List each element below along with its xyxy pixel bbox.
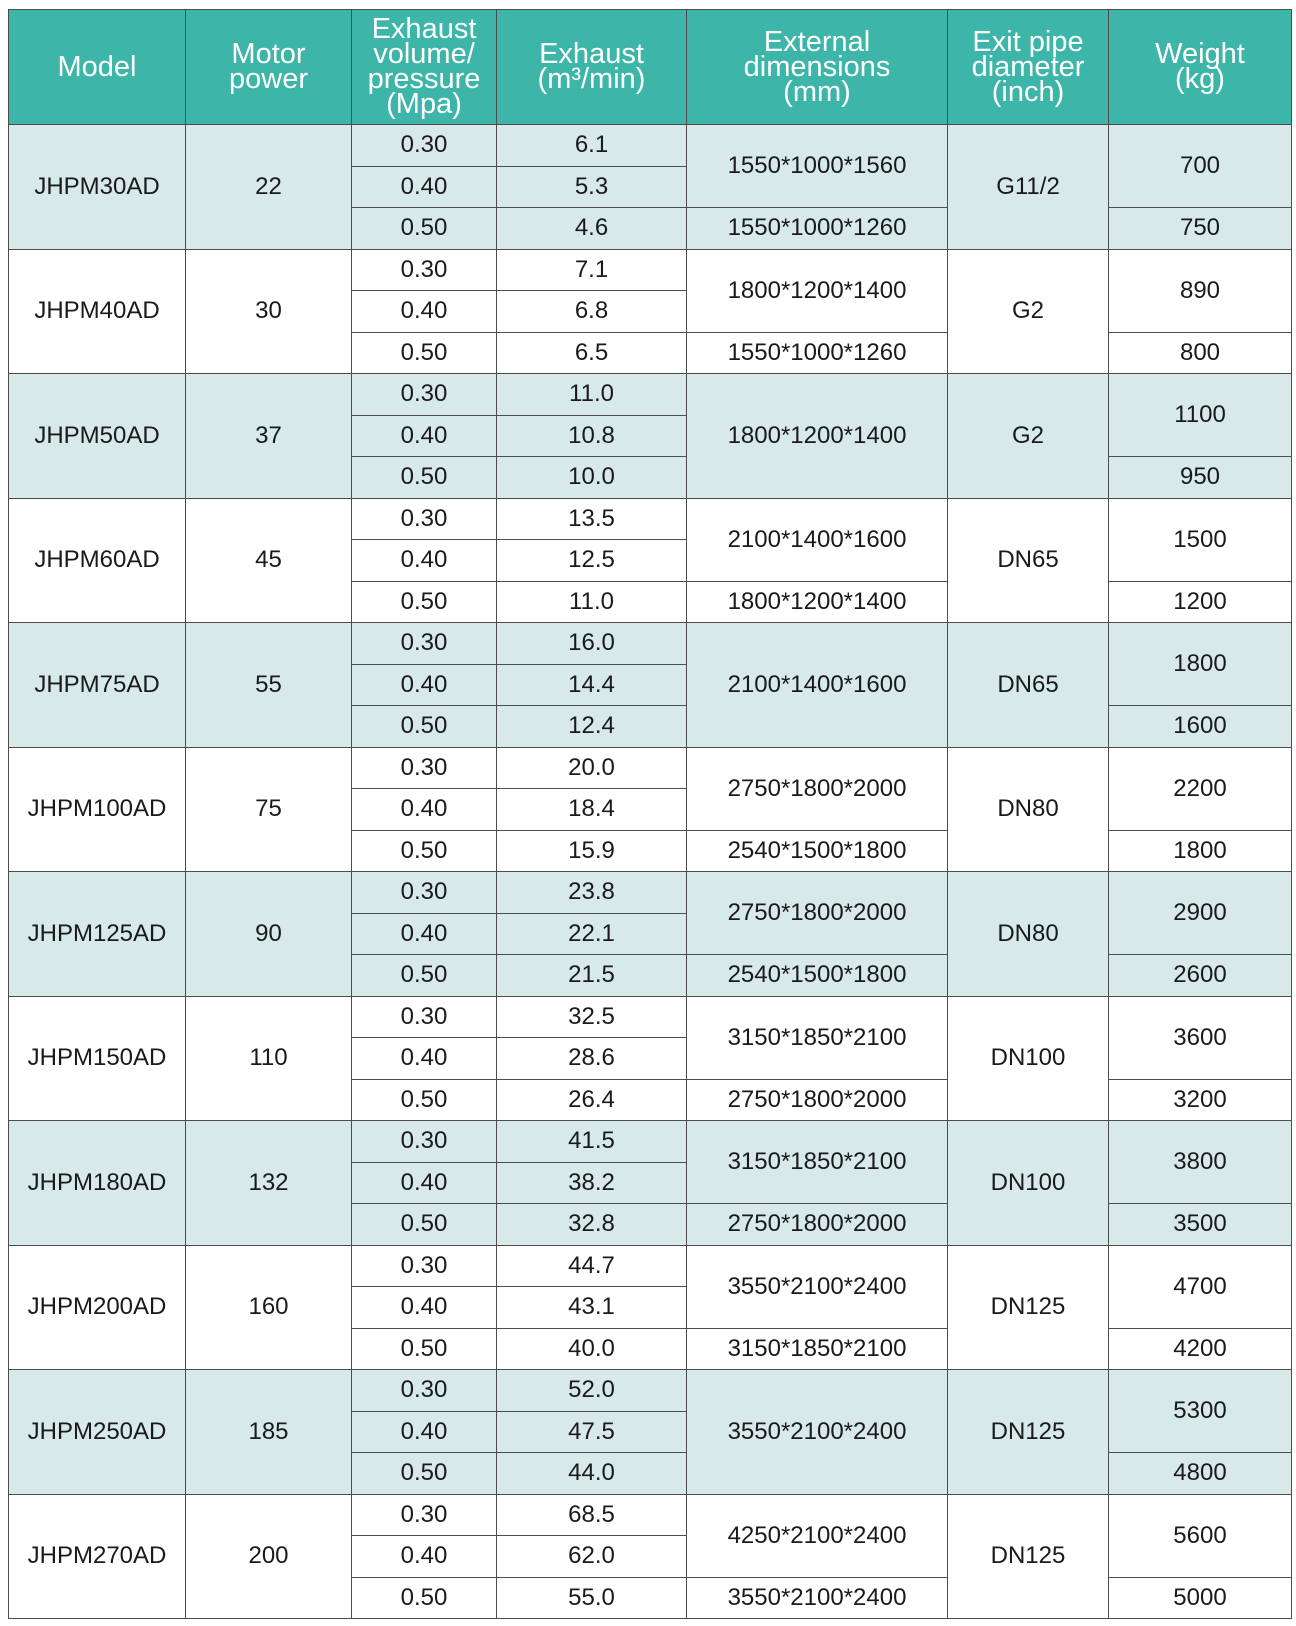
exhaust-cell: 21.5 <box>497 955 687 997</box>
motor-power-cell: 55 <box>186 623 352 748</box>
dimensions-cell: 1800*1200*1400 <box>687 374 948 499</box>
exhaust-cell: 5.3 <box>497 166 687 208</box>
motor-power-cell: 132 <box>186 1121 352 1246</box>
header-row <box>9 10 1292 125</box>
exhaust-cell: 12.5 <box>497 540 687 582</box>
weight-cell: 890 <box>1109 249 1292 332</box>
pressure-cell: 0.40 <box>352 166 497 208</box>
table-row <box>9 498 1292 540</box>
pipe-diameter-cell: G11/2 <box>948 125 1109 250</box>
weight-cell: 2600 <box>1109 955 1292 997</box>
dimensions-cell: 3550*2100*2400 <box>687 1370 948 1495</box>
pressure-cell: 0.40 <box>352 1162 497 1204</box>
dimensions-cell: 3150*1850*2100 <box>687 996 948 1079</box>
pressure-cell: 0.30 <box>352 623 497 665</box>
table-row <box>9 1245 1292 1287</box>
model-cell: JHPM150AD <box>9 996 186 1121</box>
exhaust-cell: 7.1 <box>497 249 687 291</box>
weight-cell: 1800 <box>1109 623 1292 706</box>
dimensions-cell: 1550*1000*1560 <box>687 125 948 208</box>
header-line: Motor <box>231 38 306 70</box>
exhaust-cell: 23.8 <box>497 872 687 914</box>
pressure-cell: 0.50 <box>352 1453 497 1495</box>
header-line: (mm) <box>783 75 851 108</box>
model-cell: JHPM250AD <box>9 1370 186 1495</box>
pressure-cell: 0.30 <box>352 1245 497 1287</box>
header-model <box>9 10 186 125</box>
exhaust-cell: 22.1 <box>497 913 687 955</box>
model-cell: JHPM180AD <box>9 1121 186 1246</box>
exhaust-cell: 62.0 <box>497 1536 687 1578</box>
pressure-cell: 0.40 <box>352 1411 497 1453</box>
pressure-cell: 0.30 <box>352 1494 497 1536</box>
pressure-cell: 0.50 <box>352 1079 497 1121</box>
header-line: pressure <box>367 63 481 95</box>
header-exhaust <box>497 10 687 125</box>
header-line: Weight <box>1155 38 1245 70</box>
exhaust-cell: 26.4 <box>497 1079 687 1121</box>
weight-cell: 3800 <box>1109 1121 1292 1204</box>
exhaust-cell: 6.5 <box>497 332 687 374</box>
exhaust-cell: 16.0 <box>497 623 687 665</box>
table-row <box>9 623 1292 665</box>
model-cell: JHPM125AD <box>9 872 186 997</box>
weight-cell: 5600 <box>1109 1494 1292 1577</box>
header-line: Exit pipe <box>972 25 1084 58</box>
exhaust-cell: 38.2 <box>497 1162 687 1204</box>
pressure-cell: 0.30 <box>352 249 497 291</box>
dimensions-cell: 4250*2100*2400 <box>687 1494 948 1577</box>
dimensions-cell: 3550*2100*2400 <box>687 1245 948 1328</box>
header-line: dimensions <box>743 50 891 83</box>
exhaust-cell: 32.8 <box>497 1204 687 1246</box>
table-row <box>9 747 1292 789</box>
header-model-label: Model <box>57 50 137 83</box>
exhaust-cell: 18.4 <box>497 789 687 831</box>
pressure-cell: 0.30 <box>352 125 497 167</box>
header-line: power <box>229 63 308 95</box>
pipe-diameter-cell: DN65 <box>948 498 1109 623</box>
weight-cell: 3500 <box>1109 1204 1292 1246</box>
dimensions-cell: 2100*1400*1600 <box>687 623 948 748</box>
weight-cell: 700 <box>1109 125 1292 208</box>
dimensions-cell: 2750*1800*2000 <box>687 1079 948 1121</box>
dimensions-cell: 1800*1200*1400 <box>687 581 948 623</box>
exhaust-cell: 40.0 <box>497 1328 687 1370</box>
pressure-cell: 0.30 <box>352 1121 497 1163</box>
model-cell: JHPM75AD <box>9 623 186 748</box>
model-cell: JHPM100AD <box>9 747 186 872</box>
pressure-cell: 0.50 <box>352 457 497 499</box>
model-cell: JHPM50AD <box>9 374 186 499</box>
dimensions-cell: 2750*1800*2000 <box>687 1204 948 1246</box>
pressure-cell: 0.50 <box>352 1204 497 1246</box>
pipe-diameter-cell: DN125 <box>948 1494 1109 1619</box>
pressure-cell: 0.50 <box>352 955 497 997</box>
exhaust-cell: 28.6 <box>497 1038 687 1080</box>
table-row <box>9 1370 1292 1412</box>
table-row <box>9 996 1292 1038</box>
dimensions-cell: 2100*1400*1600 <box>687 498 948 581</box>
model-cell: JHPM30AD <box>9 125 186 250</box>
pipe-diameter-cell: DN80 <box>948 747 1109 872</box>
pressure-cell: 0.40 <box>352 540 497 582</box>
exhaust-cell: 44.0 <box>497 1453 687 1495</box>
header-motor-power <box>186 10 352 125</box>
model-cell: JHPM60AD <box>9 498 186 623</box>
pressure-cell: 0.50 <box>352 830 497 872</box>
motor-power-cell: 75 <box>186 747 352 872</box>
table-row <box>9 1494 1292 1536</box>
header-line: (inch) <box>991 75 1065 108</box>
pressure-cell: 0.50 <box>352 1577 497 1619</box>
pipe-diameter-cell: DN65 <box>948 623 1109 748</box>
pipe-diameter-cell: DN100 <box>948 1121 1109 1246</box>
pressure-cell: 0.40 <box>352 1287 497 1329</box>
weight-cell: 750 <box>1109 208 1292 250</box>
header-pipe-diameter <box>948 10 1109 125</box>
weight-cell: 5300 <box>1109 1370 1292 1453</box>
dimensions-cell: 1800*1200*1400 <box>687 249 948 332</box>
motor-power-cell: 45 <box>186 498 352 623</box>
exhaust-cell: 52.0 <box>497 1370 687 1412</box>
exhaust-cell: 44.7 <box>497 1245 687 1287</box>
weight-cell: 1500 <box>1109 498 1292 581</box>
pressure-cell: 0.30 <box>352 996 497 1038</box>
exhaust-cell: 4.6 <box>497 208 687 250</box>
weight-cell: 1200 <box>1109 581 1292 623</box>
pressure-cell: 0.40 <box>352 913 497 955</box>
exhaust-cell: 12.4 <box>497 706 687 748</box>
motor-power-cell: 22 <box>186 125 352 250</box>
exhaust-cell: 55.0 <box>497 1577 687 1619</box>
exhaust-cell: 14.4 <box>497 664 687 706</box>
pipe-diameter-cell: G2 <box>948 249 1109 374</box>
weight-cell: 3600 <box>1109 996 1292 1079</box>
motor-power-cell: 110 <box>186 996 352 1121</box>
pressure-cell: 0.30 <box>352 374 497 416</box>
exhaust-cell: 43.1 <box>497 1287 687 1329</box>
exhaust-cell: 6.1 <box>497 125 687 167</box>
pipe-diameter-cell: DN125 <box>948 1370 1109 1495</box>
exhaust-cell: 20.0 <box>497 747 687 789</box>
table-row <box>9 249 1292 291</box>
spec-table-body <box>9 125 1292 1619</box>
model-cell: JHPM200AD <box>9 1245 186 1370</box>
pressure-cell: 0.30 <box>352 498 497 540</box>
pressure-cell: 0.40 <box>352 1038 497 1080</box>
pressure-cell: 0.50 <box>352 1328 497 1370</box>
exhaust-cell: 10.0 <box>497 457 687 499</box>
dimensions-cell: 2750*1800*2000 <box>687 747 948 830</box>
pressure-cell: 0.30 <box>352 1370 497 1412</box>
motor-power-cell: 30 <box>186 249 352 374</box>
weight-cell: 4200 <box>1109 1328 1292 1370</box>
header-line: External <box>763 25 871 58</box>
dimensions-cell: 1550*1000*1260 <box>687 332 948 374</box>
pressure-cell: 0.40 <box>352 291 497 333</box>
header-line: volume/ <box>373 38 475 70</box>
header-weight <box>1109 10 1292 125</box>
header-line: (kg) <box>1175 63 1225 95</box>
pressure-cell: 0.40 <box>352 664 497 706</box>
weight-cell: 3200 <box>1109 1079 1292 1121</box>
motor-power-cell: 37 <box>186 374 352 499</box>
header-line: Exhaust <box>371 13 477 45</box>
header-line: diameter <box>971 50 1085 83</box>
dimensions-cell: 2540*1500*1800 <box>687 830 948 872</box>
exhaust-cell: 6.8 <box>497 291 687 333</box>
table-row <box>9 1121 1292 1163</box>
pressure-cell: 0.50 <box>352 706 497 748</box>
dimensions-cell: 1550*1000*1260 <box>687 208 948 250</box>
header-line: (Mpa) <box>386 88 462 120</box>
dimensions-cell: 2540*1500*1800 <box>687 955 948 997</box>
exhaust-cell: 47.5 <box>497 1411 687 1453</box>
motor-power-cell: 185 <box>186 1370 352 1495</box>
dimensions-cell: 3150*1850*2100 <box>687 1328 948 1370</box>
pipe-diameter-cell: DN125 <box>948 1245 1109 1370</box>
header-line: Exhaust <box>539 38 644 70</box>
exhaust-cell: 41.5 <box>497 1121 687 1163</box>
dimensions-cell: 2750*1800*2000 <box>687 872 948 955</box>
weight-cell: 4700 <box>1109 1245 1292 1328</box>
header-dimensions <box>687 10 948 125</box>
weight-cell: 800 <box>1109 332 1292 374</box>
pressure-cell: 0.50 <box>352 581 497 623</box>
motor-power-cell: 90 <box>186 872 352 997</box>
pressure-cell: 0.40 <box>352 789 497 831</box>
weight-cell: 2900 <box>1109 872 1292 955</box>
model-cell: JHPM270AD <box>9 1494 186 1619</box>
weight-cell: 4800 <box>1109 1453 1292 1495</box>
pipe-diameter-cell: DN80 <box>948 872 1109 997</box>
weight-cell: 5000 <box>1109 1577 1292 1619</box>
motor-power-cell: 200 <box>186 1494 352 1619</box>
motor-power-cell: 160 <box>186 1245 352 1370</box>
weight-cell: 1600 <box>1109 706 1292 748</box>
dimensions-cell: 3550*2100*2400 <box>687 1577 948 1619</box>
exhaust-cell: 15.9 <box>497 830 687 872</box>
exhaust-cell: 11.0 <box>497 374 687 416</box>
pressure-cell: 0.50 <box>352 208 497 250</box>
exhaust-cell: 68.5 <box>497 1494 687 1536</box>
pressure-cell: 0.40 <box>352 1536 497 1578</box>
weight-cell: 2200 <box>1109 747 1292 830</box>
exhaust-cell: 32.5 <box>497 996 687 1038</box>
exhaust-cell: 13.5 <box>497 498 687 540</box>
model-cell: JHPM40AD <box>9 249 186 374</box>
pipe-diameter-cell: G2 <box>948 374 1109 499</box>
weight-cell: 1800 <box>1109 830 1292 872</box>
table-row <box>9 374 1292 416</box>
exhaust-cell: 10.8 <box>497 415 687 457</box>
header-pressure <box>352 10 497 125</box>
pressure-cell: 0.30 <box>352 747 497 789</box>
exhaust-cell: 11.0 <box>497 581 687 623</box>
weight-cell: 1100 <box>1109 374 1292 457</box>
spec-table <box>8 9 1292 1619</box>
pressure-cell: 0.50 <box>352 332 497 374</box>
pressure-cell: 0.30 <box>352 872 497 914</box>
dimensions-cell: 3150*1850*2100 <box>687 1121 948 1204</box>
pressure-cell: 0.40 <box>352 415 497 457</box>
pipe-diameter-cell: DN100 <box>948 996 1109 1121</box>
table-row <box>9 872 1292 914</box>
table-row <box>9 125 1292 167</box>
weight-cell: 950 <box>1109 457 1292 499</box>
header-line: (m³/min) <box>537 63 646 95</box>
